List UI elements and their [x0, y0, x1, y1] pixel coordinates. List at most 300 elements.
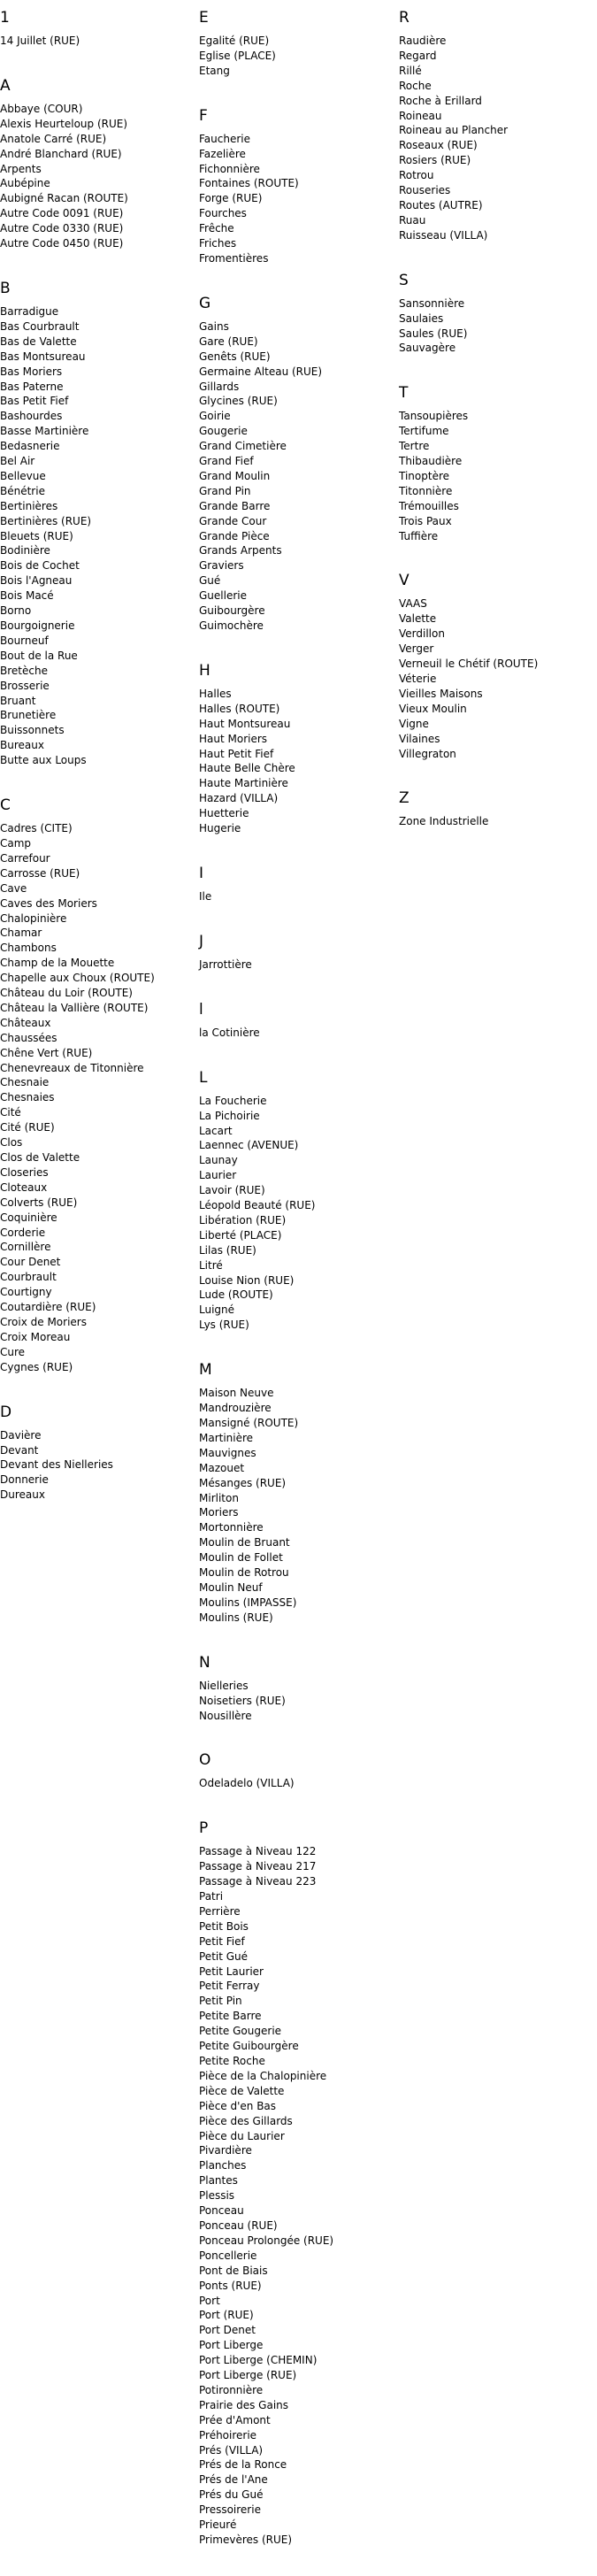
street-name-link[interactable]: Ponceau (RUE)	[199, 2218, 278, 2232]
street-name-link[interactable]: Chamar	[0, 927, 42, 940]
street-name-link[interactable]: Perrière	[199, 1904, 241, 1918]
letter-section	[199, 1654, 394, 1724]
street-name-link[interactable]: Graviers	[199, 559, 244, 573]
street-list	[199, 1026, 394, 1041]
street-name-link[interactable]: Carrefour	[0, 851, 50, 865]
street-name-link[interactable]: Cité (RUE)	[0, 1121, 55, 1134]
street-name-link[interactable]: Moulin de Bruant	[199, 1536, 290, 1549]
street-name-link[interactable]: Mauvignes	[199, 1446, 256, 1459]
street-name-link[interactable]: Petit Ferray	[199, 1980, 260, 1993]
street-name-link[interactable]: Petit Pin	[199, 1995, 242, 2008]
street-name-link[interactable]: Saules (RUE)	[399, 327, 468, 340]
street-name-link[interactable]: Chalopinière	[0, 911, 67, 925]
street-name-link[interactable]: Cité	[0, 1106, 21, 1119]
street-name-link[interactable]: Ruau	[399, 213, 426, 227]
street-name-link[interactable]: Bas Montsureau	[0, 350, 86, 363]
street-name-link[interactable]: Port Liberge (CHEMIN)	[199, 2354, 318, 2367]
street-list	[0, 1428, 195, 1503]
street-name-link[interactable]: 14 Juillet (RUE)	[0, 35, 80, 47]
street-name-link[interactable]: Hugerie	[199, 822, 241, 835]
street-name-link[interactable]: Frêche	[199, 222, 234, 235]
street-name-link[interactable]: Laennec (AVENUE)	[199, 1139, 299, 1152]
street-name-link[interactable]: Roseaux (RUE)	[399, 139, 478, 152]
street-list	[399, 814, 597, 829]
letter-section	[199, 1001, 394, 1041]
street-name-link[interactable]: Mandrouzière	[199, 1402, 272, 1415]
street-name-link[interactable]: Roche à Erillard	[399, 94, 482, 107]
street-name-link[interactable]: Haut Moriers	[199, 732, 268, 745]
street-name-link[interactable]: Bleuets (RUE)	[0, 529, 73, 542]
street-name-link[interactable]: Gillards	[199, 380, 240, 393]
street-name-link[interactable]: la Cotinière	[199, 1026, 260, 1039]
street-name-link[interactable]: Véterie	[399, 673, 437, 685]
street-name-link[interactable]: Faucherie	[199, 132, 250, 145]
street-name-link[interactable]: Pièce des Gillards	[199, 2114, 293, 2127]
street-name-link[interactable]: Etang	[199, 64, 230, 77]
street-name-link[interactable]: Bel Air	[0, 455, 35, 468]
street-name-link[interactable]: Pièce de la Chalopinière	[199, 2069, 327, 2082]
letter-section	[199, 933, 394, 973]
street-name-link[interactable]: Devant des Nielleries	[0, 1458, 113, 1472]
street-name-link[interactable]: Tinoptère	[399, 469, 449, 482]
street-name-link[interactable]: Lude (ROUTE)	[199, 1288, 273, 1302]
street-name-link[interactable]: Aubépine	[0, 177, 50, 190]
letter-section	[199, 1751, 394, 1791]
street-name-link[interactable]: Potironnière	[199, 2383, 264, 2396]
street-name-link[interactable]: Pièce du Laurier	[199, 2129, 285, 2142]
street-name-link[interactable]: Alexis Heurteloup (RUE)	[0, 117, 128, 130]
street-name-link[interactable]: Bellevue	[0, 469, 46, 482]
street-name-link[interactable]: Colverts (RUE)	[0, 1196, 78, 1209]
street-name-link[interactable]: Fichonnière	[199, 162, 260, 175]
street-name-link[interactable]: Sauvagère	[399, 342, 456, 355]
street-name-link[interactable]: Préhoirerie	[199, 2428, 257, 2441]
street-name-link[interactable]: Laurier	[199, 1169, 237, 1182]
street-name-link[interactable]: Tansoupières	[399, 410, 469, 423]
street-name-link[interactable]: Pièce d'en Bas	[199, 2099, 277, 2112]
street-name-link[interactable]: Egalité (RUE)	[199, 35, 270, 47]
street-name-link[interactable]: Closeries	[0, 1165, 49, 1179]
street-name-link[interactable]: Camp	[0, 836, 32, 850]
street-name-link[interactable]: Vilaines	[399, 732, 440, 745]
street-name-link[interactable]: Guimochère	[199, 619, 264, 632]
street-name-link[interactable]: Roineau	[399, 109, 442, 122]
street-name-link[interactable]: Autre Code 0330 (RUE)	[0, 222, 124, 235]
street-name-link[interactable]: Grande Cour	[199, 514, 267, 527]
street-name-link[interactable]: Clos	[0, 1136, 23, 1150]
street-name-link[interactable]: Petit Fief	[199, 1934, 245, 1948]
street-name-link[interactable]: Moulins (IMPASSE)	[199, 1596, 297, 1609]
street-name-link[interactable]: Passage à Niveau 217	[199, 1860, 317, 1873]
street-name-link[interactable]: Rotrou	[399, 169, 434, 182]
street-name-link[interactable]: Port Liberge	[199, 2339, 264, 2352]
street-name-link[interactable]: Bureaux	[0, 739, 44, 752]
street-list	[199, 957, 394, 973]
street-name-link[interactable]: Grand Moulin	[199, 469, 271, 482]
street-name-link[interactable]: Bretèche	[0, 664, 48, 677]
street-name-link[interactable]: Croix Moreau	[0, 1330, 71, 1343]
street-name-link[interactable]: Chêne Vert (RUE)	[0, 1046, 93, 1059]
street-name-link[interactable]: La Pichoirie	[199, 1109, 260, 1122]
street-name-link[interactable]: Eglise (PLACE)	[199, 49, 276, 62]
section-letter-heading: T	[399, 384, 409, 403]
section-letter-heading: V	[399, 572, 409, 590]
street-name-link[interactable]: Tertre	[399, 440, 430, 453]
street-name-link[interactable]: Goirie	[199, 410, 231, 423]
street-name-link[interactable]: Arpents	[0, 162, 42, 175]
street-name-link[interactable]: Luigné	[199, 1303, 235, 1317]
street-name-link[interactable]: Petite Roche	[199, 2055, 265, 2067]
street-name-link[interactable]: Bas Moriers	[0, 365, 63, 378]
street-name-link[interactable]: Courtigny	[0, 1286, 52, 1299]
street-name-link[interactable]: Poncellerie	[199, 2249, 257, 2262]
street-name-link[interactable]: Cygnes (RUE)	[0, 1360, 73, 1373]
street-name-link[interactable]: Plessis	[199, 2189, 235, 2203]
letter-section	[199, 1069, 394, 1334]
street-name-link[interactable]: Cloteaux	[0, 1180, 48, 1194]
street-name-link[interactable]: Petit Bois	[199, 1919, 249, 1933]
street-name-link[interactable]: Bertinières	[0, 499, 58, 512]
street-list	[399, 296, 597, 357]
street-list	[199, 132, 394, 266]
street-name-link[interactable]: Fazelière	[199, 147, 246, 160]
street-name-link[interactable]: Coquinière	[0, 1211, 57, 1224]
street-name-link[interactable]: Haute Martinière	[199, 777, 288, 790]
street-name-link[interactable]: Mansigné (ROUTE)	[199, 1417, 299, 1429]
street-name-link[interactable]: Prés (VILLA)	[199, 2443, 264, 2457]
street-name-link[interactable]: Bourgoignerie	[0, 619, 75, 632]
street-name-link[interactable]: Chambons	[0, 942, 57, 955]
street-name-link[interactable]: Coutardière (RUE)	[0, 1301, 96, 1314]
street-name-link[interactable]: Bois de Cochet	[0, 559, 80, 573]
street-name-link[interactable]: Nousillère	[199, 1709, 252, 1722]
street-name-link[interactable]: Château du Loir (ROUTE)	[0, 987, 133, 1000]
letter-section	[0, 280, 195, 768]
street-name-link[interactable]: Croix de Moriers	[0, 1315, 87, 1328]
street-name-link[interactable]: Prée d'Amont	[199, 2413, 271, 2426]
street-name-link[interactable]: Petite Guibourgère	[199, 2040, 299, 2053]
street-name-link[interactable]: Basse Martinière	[0, 425, 89, 438]
street-name-link[interactable]: Clos de Valette	[0, 1151, 80, 1164]
street-name-link[interactable]: Ponts (RUE)	[199, 2279, 262, 2292]
street-list	[199, 319, 394, 634]
street-name-link[interactable]: Brunetière	[0, 709, 57, 722]
street-name-link[interactable]: Bois l'Agneau	[0, 574, 73, 588]
street-name-link[interactable]: Planches	[199, 2159, 247, 2172]
section-letter-heading: G	[199, 294, 211, 312]
street-name-link[interactable]: Trois Paux	[399, 514, 452, 527]
street-name-link[interactable]: Châteaux	[0, 1016, 51, 1029]
street-name-link[interactable]: Prés du Gué	[199, 2488, 264, 2502]
street-name-link[interactable]: Prairie des Gains	[199, 2398, 289, 2411]
street-name-link[interactable]: Bashourdes	[0, 410, 63, 423]
section-letter-heading: R	[399, 9, 409, 27]
letter-section	[199, 9, 394, 79]
street-name-link[interactable]: Chenevreaux de Titonnière	[0, 1061, 144, 1074]
street-name-link[interactable]: Verneuil le Chétif (ROUTE)	[399, 657, 539, 671]
street-name-link[interactable]: Germaine Alteau (RUE)	[199, 365, 323, 378]
street-list	[199, 1679, 394, 1724]
street-name-link[interactable]: Vieilles Maisons	[399, 687, 483, 700]
street-name-link[interactable]: Ponceau Prolongée (RUE)	[199, 2234, 334, 2247]
street-name-link[interactable]: Mirliton	[199, 1491, 239, 1504]
street-name-link[interactable]: Fourches	[199, 207, 247, 220]
street-name-link[interactable]: Caves des Moriers	[0, 896, 97, 910]
street-name-link[interactable]: Buissonnets	[0, 724, 65, 737]
street-name-link[interactable]: Vigne	[399, 717, 429, 730]
letter-section	[399, 789, 597, 829]
street-name-link[interactable]: Lys (RUE)	[199, 1319, 249, 1332]
street-name-link[interactable]: Verdillon	[399, 627, 445, 641]
street-name-link[interactable]: Cadres (CITE)	[0, 822, 73, 835]
street-name-link[interactable]: Haute Belle Chère	[199, 762, 295, 775]
street-name-link[interactable]: Rouseries	[399, 184, 451, 197]
street-name-link[interactable]: Sansonnière	[399, 296, 465, 310]
street-index-column-3	[399, 9, 597, 857]
street-name-link[interactable]: Louise Nion (RUE)	[199, 1273, 295, 1287]
letter-section	[399, 384, 597, 543]
street-name-link[interactable]: Genêts (RUE)	[199, 350, 271, 363]
street-name-link[interactable]: Prieuré	[199, 2518, 237, 2532]
street-name-link[interactable]: Dureaux	[0, 1488, 45, 1502]
street-name-link[interactable]: Halles	[199, 687, 232, 700]
street-name-link[interactable]: Tertifume	[399, 425, 449, 438]
street-name-link[interactable]: Bourneuf	[0, 634, 49, 647]
street-name-link[interactable]: Mazouet	[199, 1461, 245, 1474]
street-name-link[interactable]: Bois Macé	[0, 589, 54, 603]
street-name-link[interactable]: Zone Industrielle	[399, 815, 489, 828]
street-name-link[interactable]: Ponceau	[199, 2204, 244, 2218]
street-name-link[interactable]: Libération (RUE)	[199, 1213, 287, 1226]
section-letter-heading: 1	[0, 9, 10, 27]
letter-section	[0, 796, 195, 1375]
street-name-link[interactable]: Fontaines (ROUTE)	[199, 177, 299, 190]
street-name-link[interactable]: Roche	[399, 79, 432, 92]
street-name-link[interactable]: Prés de la Ronce	[199, 2458, 287, 2472]
letter-section	[399, 9, 597, 243]
street-list	[199, 1094, 394, 1334]
street-list	[0, 821, 195, 1375]
section-letter-heading: L	[199, 1068, 208, 1087]
section-letter-heading: Z	[399, 789, 409, 808]
street-name-link[interactable]: Ruisseau (VILLA)	[399, 228, 488, 242]
section-letter-heading: J	[199, 932, 204, 950]
street-name-link[interactable]: Cour Denet	[0, 1256, 61, 1269]
street-name-link[interactable]: Donnerie	[0, 1473, 49, 1487]
street-name-link[interactable]: Bertinières (RUE)	[0, 514, 92, 527]
letter-section	[399, 272, 597, 357]
street-name-link[interactable]: Nielleries	[199, 1679, 249, 1692]
street-list	[199, 687, 394, 836]
street-name-link[interactable]: Prés de l'Ane	[199, 2473, 268, 2487]
street-name-link[interactable]: Rosiers (RUE)	[399, 154, 471, 167]
section-letter-heading: D	[0, 1403, 12, 1421]
street-name-link[interactable]: Chesnaie	[0, 1076, 50, 1089]
street-name-link[interactable]: André Blanchard (RUE)	[0, 147, 122, 160]
street-name-link[interactable]: Port Liberge (RUE)	[199, 2369, 297, 2382]
street-name-link[interactable]: Lilas (RUE)	[199, 1243, 256, 1257]
street-name-link[interactable]: Petite Barre	[199, 2010, 262, 2023]
street-index-column-1	[0, 9, 195, 1531]
street-name-link[interactable]: Cornillère	[0, 1241, 51, 1254]
street-name-link[interactable]: Titonnière	[399, 484, 453, 497]
street-name-link[interactable]: Champ de la Mouette	[0, 957, 115, 970]
street-name-link[interactable]: Liberté (PLACE)	[199, 1228, 282, 1242]
street-name-link[interactable]: Grande Pièce	[199, 529, 270, 542]
section-letter-heading: E	[199, 9, 209, 27]
street-name-link[interactable]: Bruant	[0, 694, 36, 707]
street-name-link[interactable]: Moulin de Rotrou	[199, 1566, 289, 1580]
street-name-link[interactable]: Butte aux Loups	[0, 754, 87, 767]
street-name-link[interactable]: Cure	[0, 1345, 26, 1358]
street-name-link[interactable]: Aubigné Racan (ROUTE)	[0, 192, 128, 205]
street-name-link[interactable]: Brosserie	[0, 679, 50, 692]
street-name-link[interactable]: Carrosse (RUE)	[0, 866, 80, 880]
street-name-link[interactable]: Gains	[199, 319, 229, 333]
street-name-link[interactable]: Bénétrie	[0, 484, 45, 497]
street-name-link[interactable]: Hazard (VILLA)	[199, 792, 279, 805]
street-name-link[interactable]: Bas Petit Fief	[0, 395, 69, 408]
street-name-link[interactable]: Launay	[199, 1154, 238, 1167]
street-name-link[interactable]: Gare (RUE)	[199, 334, 258, 348]
street-name-link[interactable]: Moulin de Follet	[199, 1551, 283, 1565]
street-name-link[interactable]: Chapelle aux Choux (ROUTE)	[0, 972, 155, 985]
street-name-link[interactable]: Passage à Niveau 223	[199, 1875, 317, 1888]
street-name-link[interactable]: Noisetiers (RUE)	[199, 1694, 286, 1707]
street-name-link[interactable]: Guibourgère	[199, 604, 265, 618]
street-name-link[interactable]: Grande Barre	[199, 499, 271, 512]
street-name-link[interactable]: Regard	[399, 49, 437, 62]
street-name-link[interactable]: Pont de Biais	[199, 2264, 268, 2277]
street-name-link[interactable]: Halles (ROUTE)	[199, 702, 280, 715]
section-letter-heading: N	[199, 1653, 210, 1672]
street-name-link[interactable]: Petit Gué	[199, 1949, 249, 1963]
street-name-link[interactable]: Odeladelo (VILLA)	[199, 1777, 295, 1790]
street-name-link[interactable]: Borno	[0, 604, 32, 618]
street-name-link[interactable]: Martinière	[199, 1431, 254, 1444]
street-name-link[interactable]: Bodinière	[0, 544, 50, 557]
street-list	[0, 34, 195, 49]
street-name-link[interactable]: Petite Gougerie	[199, 2025, 282, 2038]
street-name-link[interactable]: Léopold Beauté (RUE)	[199, 1199, 316, 1212]
street-name-link[interactable]: Port Denet	[199, 2324, 256, 2337]
street-name-link[interactable]: Litré	[199, 1258, 223, 1272]
section-letter-heading: C	[0, 796, 11, 815]
street-name-link[interactable]: Guellerie	[199, 589, 247, 603]
section-letter-heading: F	[199, 106, 208, 125]
street-name-link[interactable]: Bout de la Rue	[0, 649, 78, 662]
street-name-link[interactable]: Thibaudière	[399, 455, 463, 468]
street-name-link[interactable]: Saulaies	[399, 311, 444, 325]
street-name-link[interactable]: Château la Vallière (ROUTE)	[0, 1001, 149, 1014]
street-name-link[interactable]: Barradigue	[0, 304, 59, 318]
section-letter-heading: M	[199, 1361, 212, 1380]
street-name-link[interactable]: Forge (RUE)	[199, 192, 263, 205]
street-name-link[interactable]: Glycines (RUE)	[199, 395, 278, 408]
street-name-link[interactable]: Trémouilles	[399, 499, 459, 512]
street-name-link[interactable]: Raudière	[399, 35, 447, 47]
street-name-link[interactable]: Corderie	[0, 1226, 46, 1239]
street-name-link[interactable]: Chesnaies	[0, 1091, 55, 1104]
street-name-link[interactable]: Moriers	[199, 1506, 239, 1519]
street-name-link[interactable]: Roineau au Plancher	[399, 124, 509, 137]
street-name-link[interactable]: Mortonnière	[199, 1521, 264, 1534]
street-name-link[interactable]: Primevères (RUE)	[199, 2534, 293, 2546]
section-letter-heading: O	[199, 1751, 211, 1770]
street-name-link[interactable]: Fromentières	[199, 251, 269, 265]
street-name-link[interactable]: Valette	[399, 612, 437, 626]
street-name-link[interactable]: Grand Cimetière	[199, 440, 287, 453]
street-name-link[interactable]: Moulins (RUE)	[199, 1611, 273, 1624]
street-name-link[interactable]: Lacart	[199, 1124, 233, 1137]
street-name-link[interactable]: Plantes	[199, 2174, 238, 2188]
street-name-link[interactable]: Bas Courbrault	[0, 319, 80, 333]
street-name-link[interactable]: Autre Code 0091 (RUE)	[0, 207, 124, 220]
street-name-link[interactable]: Ile	[199, 889, 212, 903]
street-name-link[interactable]: Mésanges (RUE)	[199, 1476, 287, 1489]
street-name-link[interactable]: Bas Paterne	[0, 380, 64, 393]
street-name-link[interactable]: Verger	[399, 642, 434, 656]
street-name-link[interactable]: Maison Neuve	[199, 1387, 274, 1400]
street-name-link[interactable]: Moulin Neuf	[199, 1580, 263, 1594]
street-name-link[interactable]: Passage à Niveau 122	[199, 1845, 317, 1858]
street-name-link[interactable]: Abbaye (COUR)	[0, 102, 83, 115]
street-name-link[interactable]: Villegraton	[399, 747, 456, 760]
street-list	[0, 102, 195, 251]
street-name-link[interactable]: Chaussées	[0, 1031, 57, 1044]
street-list	[399, 409, 597, 543]
street-name-link[interactable]: Pressoirerie	[199, 2503, 261, 2517]
street-name-link[interactable]: Port	[199, 2294, 220, 2307]
letter-section	[399, 572, 597, 761]
street-name-link[interactable]: Anatole Carré (RUE)	[0, 132, 107, 145]
section-letter-heading: I	[199, 864, 204, 882]
street-name-link[interactable]: Petit Laurier	[199, 1965, 264, 1978]
street-name-link[interactable]: Davière	[0, 1428, 42, 1442]
street-name-link[interactable]: Gougerie	[199, 425, 248, 438]
street-name-link[interactable]: Friches	[199, 237, 237, 250]
street-name-link[interactable]: Gué	[199, 574, 221, 588]
street-name-link[interactable]: Autre Code 0450 (RUE)	[0, 237, 124, 250]
street-name-link[interactable]: Jarrottière	[199, 957, 252, 971]
street-name-link[interactable]: Pièce de Valette	[199, 2084, 285, 2097]
street-name-link[interactable]: Cave	[0, 881, 27, 895]
street-name-link[interactable]: Devant	[0, 1443, 39, 1457]
street-name-link[interactable]: Haut Montsureau	[199, 717, 291, 730]
street-name-link[interactable]: VAAS	[399, 597, 427, 611]
street-name-link[interactable]: Lavoir (RUE)	[199, 1184, 265, 1197]
street-name-link[interactable]: Huetterie	[199, 807, 249, 820]
street-name-link[interactable]: Grands Arpents	[199, 544, 282, 557]
street-name-link[interactable]: Port (RUE)	[199, 2309, 254, 2322]
street-name-link[interactable]: La Foucherie	[199, 1094, 267, 1107]
street-name-link[interactable]: Haut Petit Fief	[199, 747, 274, 760]
street-name-link[interactable]: Vieux Moulin	[399, 702, 467, 715]
street-name-link[interactable]: Tuffière	[399, 529, 439, 542]
street-name-link[interactable]: Courbrault	[0, 1271, 57, 1284]
street-name-link[interactable]: Routes (AUTRE)	[399, 198, 483, 211]
letter-section	[199, 1819, 394, 2548]
street-name-link[interactable]: Rillé	[399, 64, 422, 77]
street-name-link[interactable]: Bas de Valette	[0, 334, 77, 348]
street-name-link[interactable]: Pivardière	[199, 2144, 252, 2157]
street-name-link[interactable]: Grand Fief	[199, 455, 254, 468]
street-name-link[interactable]: Patri	[199, 1890, 224, 1903]
street-list	[399, 34, 597, 243]
letter-section	[199, 662, 394, 836]
street-name-link[interactable]: Grand Pin	[199, 484, 251, 497]
street-name-link[interactable]: Bedasnerie	[0, 440, 60, 453]
